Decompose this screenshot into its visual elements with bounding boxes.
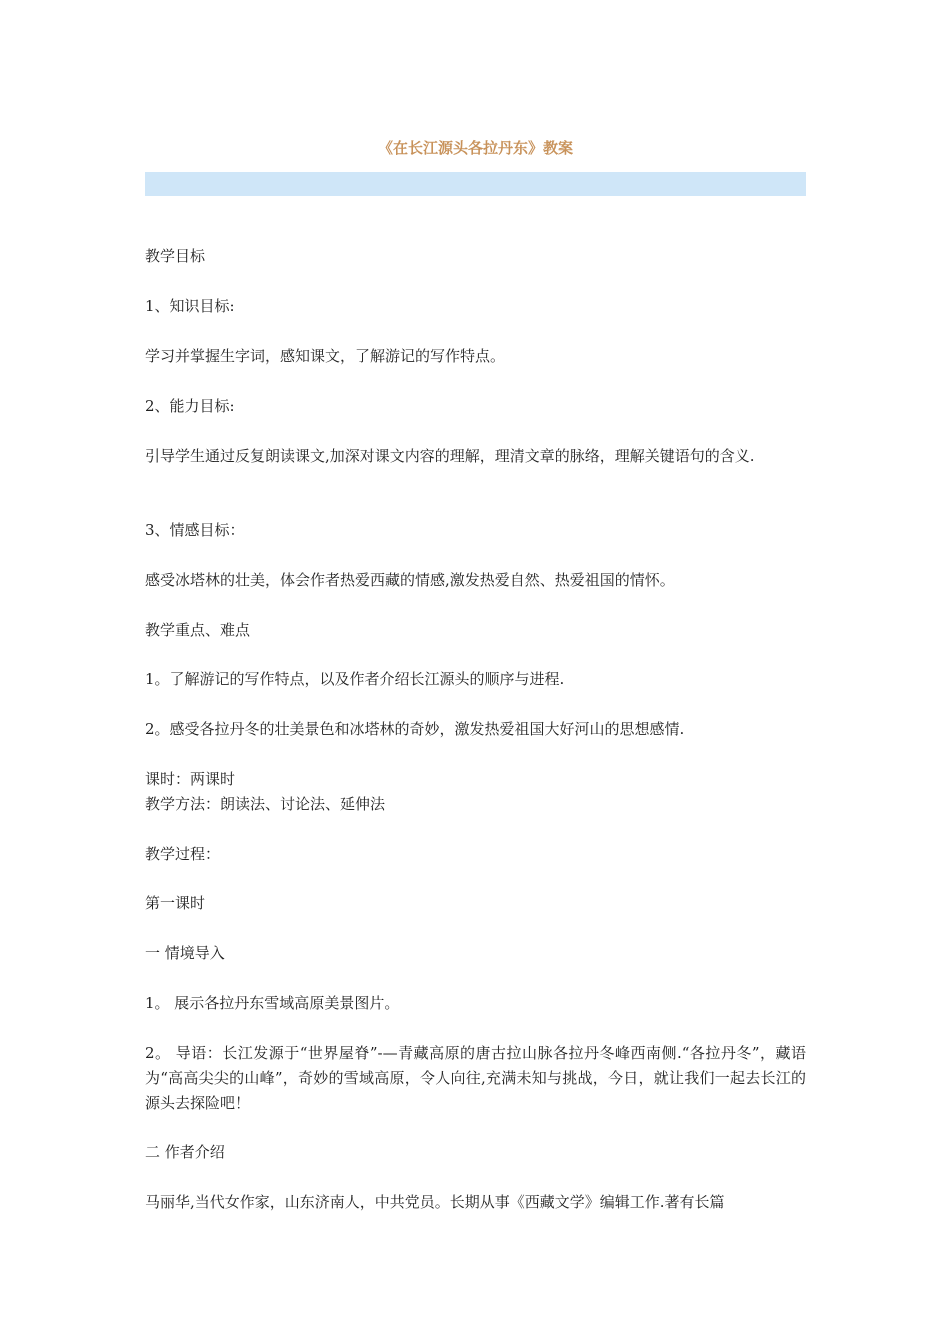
- section-author-intro: 二 作者介绍: [145, 1143, 225, 1161]
- class-hours: 课时：两课时: [145, 770, 236, 788]
- intro-step-1: 1。 展示各拉丹东雪域高原美景图片。: [145, 994, 400, 1012]
- intro-step-2: 2。 导语：长江发源于“世界屋脊”-—青藏高原的唐古拉山脉各拉丹冬峰西南侧.“各拉丹冬”，藏语为“高高尖尖的山峰”，奇妙的雪域高原，令人向往,充满未知与挑战，今日，就让我们一起去长江的源头去探险吧！: [145, 1044, 806, 1112]
- document-title: 《在长江源头各拉丹东》教案: [377, 139, 573, 157]
- section-situation-intro: 一 情境导入: [145, 944, 225, 962]
- key-point-2: 2。感受各拉丹冬的壮美景色和冰塔林的奇妙，激发热爱祖国大好河山的思想感情.: [145, 720, 685, 738]
- knowledge-objective-label: 1、知识目标:: [145, 297, 235, 315]
- teaching-methods: 教学方法：朗读法、讨论法、延伸法: [145, 795, 386, 813]
- heading-teaching-process: 教学过程：: [145, 845, 221, 863]
- heading-key-difficult-points: 教学重点、难点: [145, 621, 251, 639]
- ability-objective-label: 2、能力目标:: [145, 397, 235, 415]
- author-intro-text: 马丽华,当代女作家，山东济南人，中共党员。长期从事《西藏文学》编辑工作.著有长篇: [145, 1193, 725, 1211]
- title-divider-bar: [145, 172, 806, 196]
- key-point-1: 1。了解游记的写作特点，以及作者介绍长江源头的顺序与进程.: [145, 670, 565, 688]
- emotion-objective-label: 3、情感目标：: [145, 521, 245, 539]
- heading-teaching-objectives: 教学目标: [145, 247, 206, 265]
- knowledge-objective-text: 学习并掌握生字词，感知课文，了解游记的写作特点。: [145, 347, 506, 365]
- emotion-objective-text: 感受冰塔林的壮美，体会作者热爱西藏的情感,激发热爱自然、热爱祖国的情怀。: [145, 571, 675, 589]
- ability-objective-text: 引导学生通过反复朗读课文,加深对课文内容的理解，理清文章的脉络，理解关键语句的含义.: [145, 447, 755, 465]
- heading-first-lesson: 第一课时: [145, 894, 206, 912]
